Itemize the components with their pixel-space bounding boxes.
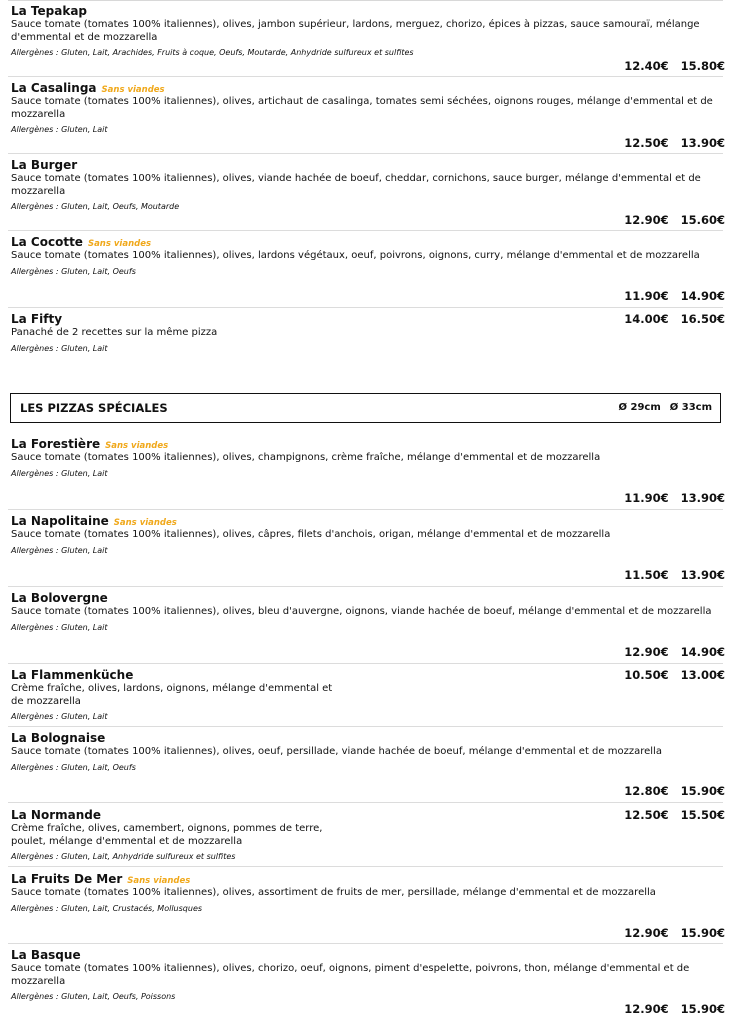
- item-prices: [624, 645, 725, 659]
- price-33: 15.90€: [680, 926, 725, 940]
- price-29: 12.90€: [624, 213, 669, 227]
- menu-item-casalinga: [8, 81, 723, 135]
- item-divider: [8, 307, 723, 308]
- price-33: 14.90€: [680, 645, 725, 659]
- item-prices: [624, 491, 725, 505]
- item-allergens: Allergènes : Gluten, Lait, Crustacés, Mollusques: [11, 903, 203, 913]
- no-meat-tag: Sans viandes: [87, 239, 152, 249]
- item-allergens: Allergènes : Gluten, Lait, Oeufs: [11, 266, 136, 276]
- no-meat-tag: Sans viandes: [113, 518, 177, 528]
- item-description: Sauce tomate (tomates 100% italiennes), olives, champignons, crème fraîche, mélange d'emmental et de mozzarella: [11, 452, 601, 463]
- no-meat-tag: Sans viandes: [127, 876, 191, 886]
- price-33: 15.50€: [680, 808, 725, 822]
- item-description: Sauce tomate (tomates 100% italiennes), olives, assortiment de fruits de mer, persillade, mélange d'emmental et de mozzarella: [11, 887, 656, 898]
- price-33: 13.90€: [680, 136, 725, 150]
- price-29: 12.90€: [624, 1002, 669, 1016]
- item-name: La Casalinga Sans viandes: [11, 81, 165, 95]
- size-headers: [619, 394, 713, 422]
- item-prices: [624, 568, 725, 582]
- item-description: Sauce tomate (tomates 100% italiennes), olives, lardons végétaux, oeuf, poivrons, oignons, curry, mélange d'emmental et de mozzarella: [11, 250, 700, 261]
- menu-item-bolognaise: [8, 731, 723, 773]
- section-header-special-pizzas: [10, 393, 721, 423]
- price-33: 15.60€: [680, 213, 725, 227]
- price-33: 13.00€: [680, 668, 725, 682]
- item-description: Sauce tomate (tomates 100% italiennes), olives, chorizo, oeuf, oignons, piment d'espelette, poivrons, thon, mélange d'emmental et de mozzarella: [11, 963, 690, 987]
- item-allergens: Allergènes : Gluten, Lait: [11, 125, 108, 134]
- item-allergens: Allergènes : Gluten, Lait: [11, 343, 108, 353]
- item-prices: [624, 926, 725, 940]
- no-meat-tag: Sans viandes: [105, 441, 169, 451]
- price-29: 11.90€: [624, 289, 669, 303]
- price-33: 13.90€: [680, 568, 725, 582]
- item-description: Sauce tomate (tomates 100% italiennes), olives, oeuf, persillade, viande hachée de boeuf, mélange d'emmental et de mozzarella: [11, 746, 662, 757]
- price-29: 11.50€: [624, 568, 669, 582]
- menu-item-basque: [8, 948, 723, 1002]
- item-divider: [8, 726, 723, 727]
- size-33-header: Ø 33cm: [669, 402, 712, 413]
- menu-item-napolitaine: [8, 514, 723, 556]
- price-29: 12.90€: [624, 926, 669, 940]
- item-prices: [624, 59, 725, 73]
- price-29: 12.80€: [624, 784, 669, 798]
- item-prices: [624, 312, 725, 326]
- item-description: Crème fraîche, olives, lardons, oignons, mélange d'emmental et de mozzarella: [11, 683, 333, 707]
- price-33: 15.80€: [680, 59, 725, 73]
- item-description: Panaché de 2 recettes sur la même pizza: [11, 327, 218, 338]
- item-allergens: Allergènes : Gluten, Lait, Oeufs, Moutarde: [11, 202, 180, 211]
- price-29: 12.50€: [624, 136, 669, 150]
- item-allergens: Allergènes : Gluten, Lait: [11, 712, 108, 721]
- price-29: 12.50€: [624, 808, 669, 822]
- item-name: La Forestière Sans viandes: [11, 437, 169, 451]
- item-name: La Normande: [11, 808, 101, 822]
- item-divider: [8, 153, 723, 154]
- item-divider: [8, 802, 723, 803]
- item-allergens: Allergènes : Gluten, Lait: [11, 545, 108, 555]
- menu-item-tepakap: [8, 4, 723, 58]
- item-name: La Fifty: [11, 312, 63, 326]
- item-name: La Bolognaise: [11, 731, 106, 745]
- item-description: Sauce tomate (tomates 100% italiennes), olives, viande hachée de boeuf, cheddar, cornichons, sauce burger, mélange d'emmental et de mozzarella: [11, 173, 701, 197]
- item-prices: [624, 213, 725, 227]
- price-33: 14.90€: [680, 289, 725, 303]
- item-allergens: Allergènes : Gluten, Lait, Anhydride sulfureux et sulfites: [11, 852, 236, 861]
- item-description: Sauce tomate (tomates 100% italiennes), olives, câpres, filets d'anchois, origan, mélange d'emmental et de mozzarella: [11, 529, 611, 540]
- menu-item-fruits-de-mer: [8, 872, 723, 914]
- price-29: 11.90€: [624, 491, 669, 505]
- menu-item-bolovergne: [8, 591, 723, 633]
- price-29: 10.50€: [624, 668, 669, 682]
- item-prices: [624, 136, 725, 150]
- menu-item-flammenkuche: [8, 668, 723, 722]
- item-divider: [8, 586, 723, 587]
- size-29-header: Ø 29cm: [618, 402, 661, 413]
- top-divider: [8, 0, 723, 1]
- price-29: 12.90€: [624, 645, 669, 659]
- item-allergens: Allergènes : Gluten, Lait, Oeufs, Poissons: [11, 992, 176, 1001]
- item-description: Sauce tomate (tomates 100% italiennes), olives, bleu d'auvergne, oignons, viande hachée de boeuf, mélange d'emmental et de mozzarella: [11, 606, 712, 617]
- price-33: 15.90€: [680, 1002, 725, 1016]
- price-29: 14.00€: [624, 312, 669, 326]
- price-33: 13.90€: [680, 491, 725, 505]
- item-name: La Basque: [11, 948, 81, 962]
- item-divider: [8, 509, 723, 510]
- item-description: Sauce tomate (tomates 100% italiennes), olives, jambon supérieur, lardons, merguez, chorizo, épices à pizzas, sauce samouraï, mélange d'emmental et de mozzarella: [11, 19, 700, 43]
- item-description: Sauce tomate (tomates 100% italiennes), olives, artichaut de casalinga, tomates semi séchées, oignons rouges, mélange d'emmental et de mozzarella: [11, 96, 713, 120]
- menu-item-fifty: [8, 312, 723, 354]
- item-name: La Tepakap: [11, 4, 88, 18]
- item-allergens: Allergènes : Gluten, Lait, Arachides, Fruits à coque, Oeufs, Moutarde, Anhydride sulfureux et sulfites: [11, 48, 414, 57]
- item-allergens: Allergènes : Gluten, Lait: [11, 468, 108, 478]
- item-allergens: Allergènes : Gluten, Lait, Oeufs: [11, 762, 136, 772]
- menu-item-cocotte: [8, 235, 723, 277]
- section-title: LES PIZZAS SPÉCIALES: [20, 401, 168, 415]
- item-name: La Fruits De Mer Sans viandes: [11, 872, 191, 886]
- item-divider: [8, 663, 723, 664]
- item-divider: [8, 230, 723, 231]
- no-meat-tag: Sans viandes: [101, 85, 165, 95]
- menu-item-forestiere: [8, 437, 723, 479]
- item-description: Crème fraîche, olives, camembert, oignons, pommes de terre, poulet, mélange d'emmental et de mozzarella: [11, 823, 323, 847]
- item-name: La Bolovergne: [11, 591, 108, 605]
- item-divider: [8, 76, 723, 77]
- price-33: 16.50€: [680, 312, 725, 326]
- item-name: La Burger: [11, 158, 78, 172]
- menu-item-normande: [8, 808, 723, 862]
- item-prices: [624, 1002, 725, 1016]
- item-allergens: Allergènes : Gluten, Lait: [11, 622, 108, 632]
- item-prices: [624, 668, 725, 682]
- item-name: La Flammenküche: [11, 668, 134, 682]
- item-prices: [624, 784, 725, 798]
- item-name: La Napolitaine Sans viandes: [11, 514, 177, 528]
- item-divider: [8, 866, 723, 867]
- item-prices: [624, 808, 725, 822]
- price-33: 15.90€: [680, 784, 725, 798]
- item-prices: [624, 289, 725, 303]
- item-name: La Cocotte Sans viandes: [11, 235, 152, 249]
- menu-item-burger: [8, 158, 723, 212]
- price-29: 12.40€: [624, 59, 669, 73]
- item-divider: [8, 943, 723, 944]
